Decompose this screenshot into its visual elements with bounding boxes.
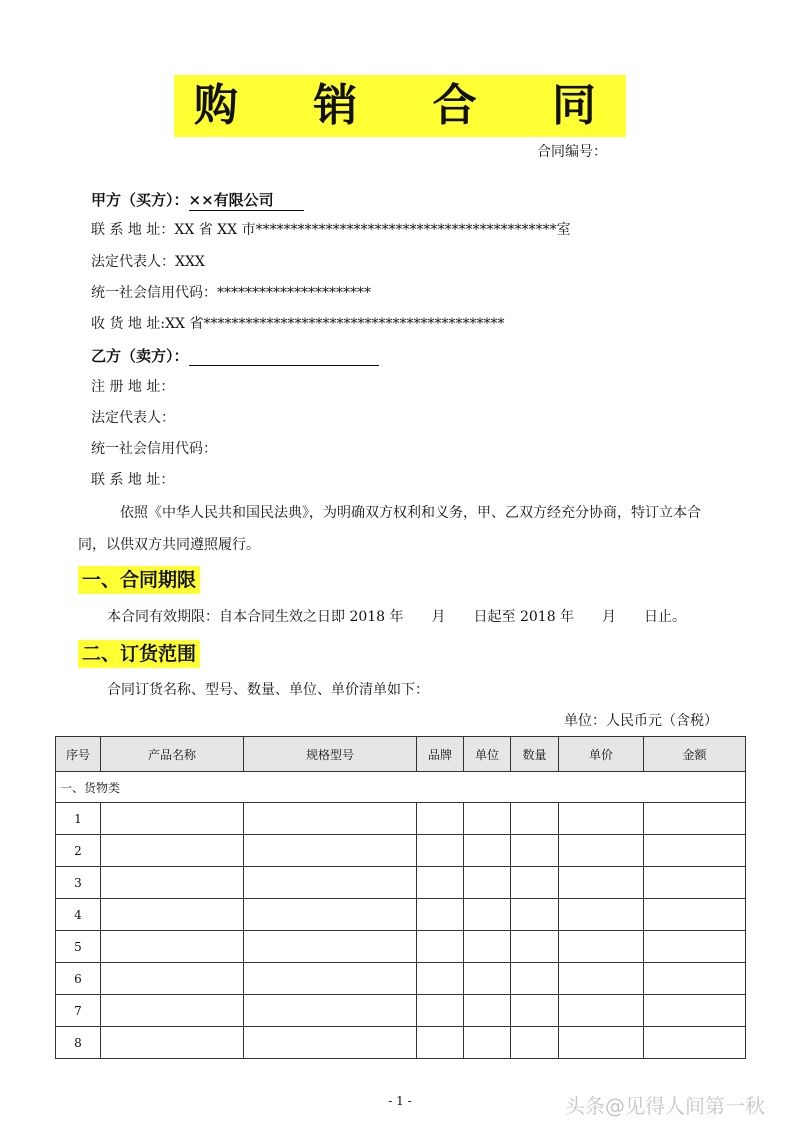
- term-text: 本合同有效期限：自本合同生效之日即 2018 年 月 日起至 2018 年 月 日止。: [107, 609, 687, 625]
- table-row: [56, 1027, 746, 1059]
- scope-text: 合同订货名称、型号、数量、单位、单价清单如下：: [107, 682, 429, 698]
- party-a-credit-code: 统一社会信用代码：**********************: [91, 285, 371, 301]
- party-b-legal-rep: 法定代表人：: [91, 410, 175, 426]
- party-b-name-blank: [189, 349, 379, 366]
- table-row: [56, 867, 746, 899]
- order-table: [55, 736, 746, 1059]
- col-header-unit-price: 单价: [559, 737, 644, 772]
- document-title: 购 销 合 同: [174, 75, 626, 137]
- currency-unit-note: 单位：人民币元（含税）: [564, 713, 718, 729]
- table-row: [56, 835, 746, 867]
- col-header-spec-model: 规格型号: [244, 737, 417, 772]
- row-index: 4: [56, 899, 101, 931]
- table-row: [56, 963, 746, 995]
- row-index: 5: [56, 931, 101, 963]
- watermark: 头条@见得人间第一秋: [565, 1094, 765, 1118]
- col-header-amount: 金额: [644, 737, 746, 772]
- row-index: 1: [56, 803, 101, 835]
- contract-number-label: 合同编号：: [537, 144, 607, 160]
- col-header-quantity: 数量: [511, 737, 559, 772]
- category-label: 一、货物类: [56, 772, 746, 803]
- party-b-label: 乙方（卖方）：: [91, 347, 189, 365]
- col-header-brand: 品牌: [417, 737, 464, 772]
- page-number: - 1 -: [388, 1094, 412, 1108]
- party-a-delivery-address: 收 货 地 址:XX 省*******************************************: [91, 316, 505, 332]
- row-index: 2: [56, 835, 101, 867]
- col-header-product-name: 产品名称: [101, 737, 244, 772]
- row-index: 3: [56, 867, 101, 899]
- table-row: [56, 931, 746, 963]
- row-index: 6: [56, 963, 101, 995]
- party-b-contact-address: 联 系 地 址：: [91, 472, 175, 488]
- row-index: 8: [56, 1027, 101, 1059]
- row-index: 7: [56, 995, 101, 1027]
- party-b-line: [91, 346, 379, 366]
- section-heading-term: 一、合同期限: [78, 566, 200, 594]
- table-row: [56, 995, 746, 1027]
- party-b-credit-code: 统一社会信用代码：: [91, 441, 217, 457]
- section-heading-scope: 二、订货范围: [78, 640, 200, 668]
- table-row: [56, 803, 746, 835]
- col-header-unit: 单位: [464, 737, 511, 772]
- table-row: [56, 899, 746, 931]
- col-header-index: 序号: [56, 737, 101, 772]
- table-header-row: [56, 737, 746, 772]
- party-b-reg-address: 注 册 地 址：: [91, 379, 175, 395]
- category-row: [56, 772, 746, 803]
- party-a-legal-rep: 法定代表人：XXX: [91, 254, 205, 270]
- party-a-name: ××有限公司: [189, 190, 304, 211]
- preamble-paragraph: 依照《中华人民共和国民法典》，为明确双方权利和义务，甲、乙双方经充分协商，特订立本合同，以供双方共同遵照履行。: [78, 505, 701, 553]
- party-a-line: [91, 190, 304, 211]
- party-a-label: 甲方（买方）：: [91, 191, 189, 209]
- party-a-address: 联 系 地 址：XX 省 XX 市*******************************************室: [91, 222, 571, 238]
